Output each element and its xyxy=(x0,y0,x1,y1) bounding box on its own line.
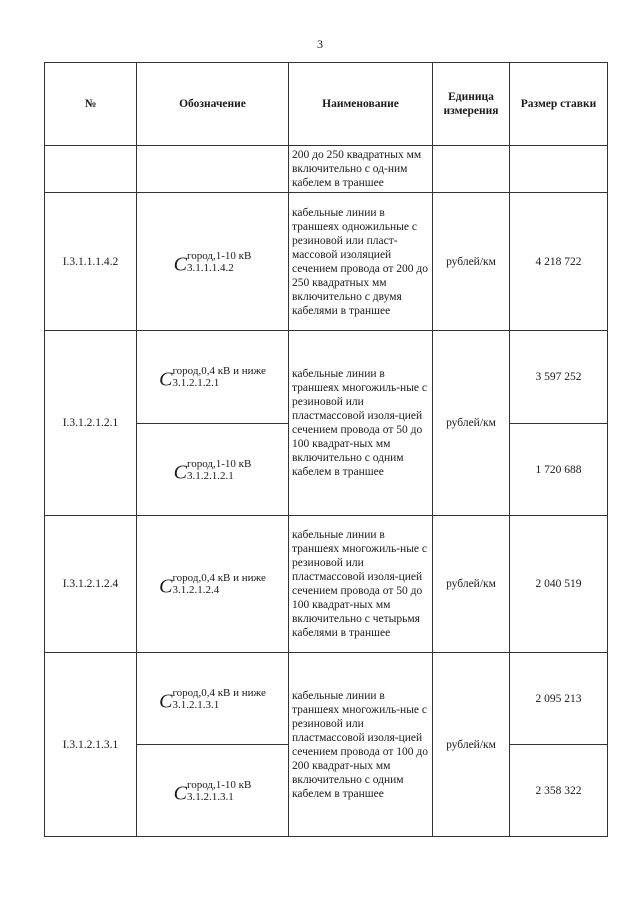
row-unit: рублей/км xyxy=(433,516,510,653)
row-designation xyxy=(137,424,289,516)
row-unit: рублей/км xyxy=(433,653,510,837)
row-name: кабельные линии в траншеях многожиль-ные с резиновой или пластмассовой изоля-цией сечением провода от 50 до 100 квадрат-ных мм включительно с одним кабелем в траншее xyxy=(289,331,433,516)
row-number: I.3.1.2.1.3.1 xyxy=(45,653,137,837)
designation-symbol: C город,1-10 кВ 3.1.1.1.4.2 xyxy=(173,249,252,276)
row-unit: рублей/км xyxy=(433,193,510,331)
row-unit xyxy=(433,146,510,193)
column-header-number: № xyxy=(45,63,137,146)
row-name: 200 до 250 квадратных мм включительно с од-ним кабелем в траншее xyxy=(289,146,433,193)
table-row xyxy=(45,331,608,424)
designation-symbol: C город,0,4 кВ и ниже 3.1.2.1.2.1 xyxy=(159,365,266,391)
column-header-name: Наименование xyxy=(289,63,433,146)
row-name: кабельные линии в траншеях многожиль-ные с резиновой или пластмассовой изоля-цией сечением провода от 50 до 100 квадрат-ных мм включительно с четырьмя кабелями в траншее xyxy=(289,516,433,653)
row-number: I.3.1.2.1.2.4 xyxy=(45,516,137,653)
row-name: кабельные линии в траншеях одножильные с резиновой или пласт-массовой изоляцией сечением провода от 200 до 250 квадратных мм включительно с двумя кабелями в траншее xyxy=(289,193,433,331)
row-rate: 1 720 688 xyxy=(510,424,608,516)
table-row xyxy=(45,146,608,193)
rates-table xyxy=(44,62,608,837)
row-rate: 4 218 722 xyxy=(510,193,608,331)
column-header-rate: Размер ставки xyxy=(510,63,608,146)
row-name: кабельные линии в траншеях многожиль-ные с резиновой или пластмассовой изоля-цией сечением провода от 100 до 200 квадрат-ных мм включительно с одним кабелем в траншее xyxy=(289,653,433,837)
designation-symbol: C город,1-10 кВ 3.1.2.1.3.1 xyxy=(173,778,252,805)
table-header-row xyxy=(45,63,608,146)
row-designation xyxy=(137,516,289,653)
row-rate: 2 358 322 xyxy=(510,745,608,837)
table-row xyxy=(45,193,608,331)
row-number: I.3.1.1.1.4.2 xyxy=(45,193,137,331)
row-designation xyxy=(137,193,289,331)
row-designation xyxy=(137,653,289,745)
row-number xyxy=(45,146,137,193)
page-number: 3 xyxy=(317,37,323,51)
row-unit: рублей/км xyxy=(433,331,510,516)
row-rate xyxy=(510,146,608,193)
row-number: I.3.1.2.1.2.1 xyxy=(45,331,137,516)
row-rate: 2 040 519 xyxy=(510,516,608,653)
row-designation xyxy=(137,146,289,193)
column-header-designation: Обозначение xyxy=(137,63,289,146)
designation-symbol: C город,0,4 кВ и ниже 3.1.2.1.2.4 xyxy=(159,572,266,598)
row-rate: 3 597 252 xyxy=(510,331,608,424)
table-row xyxy=(45,516,608,653)
table-row xyxy=(45,653,608,745)
row-designation xyxy=(137,745,289,837)
column-header-unit: Единица измерения xyxy=(433,63,510,146)
designation-symbol: C город,0,4 кВ и ниже 3.1.2.1.3.1 xyxy=(159,686,266,713)
row-rate: 2 095 213 xyxy=(510,653,608,745)
designation-symbol: C город,1-10 кВ 3.1.2.1.2.1 xyxy=(173,457,252,484)
row-designation xyxy=(137,331,289,424)
